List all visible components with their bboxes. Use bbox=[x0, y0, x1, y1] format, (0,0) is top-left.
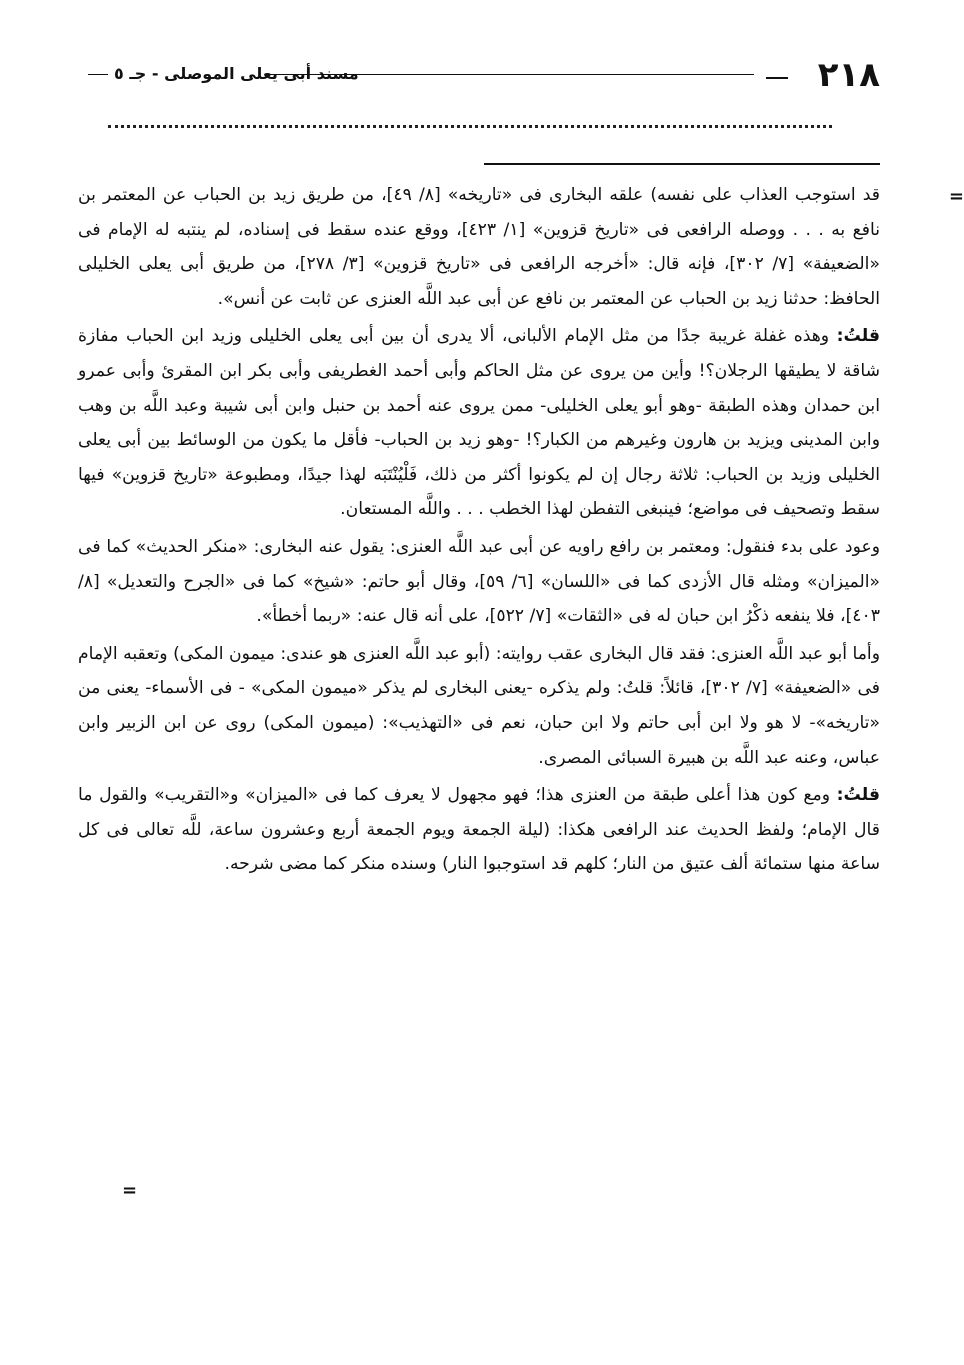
page-header bbox=[78, 55, 880, 99]
paragraph-lead: قلتُ: bbox=[836, 326, 880, 347]
footnote-text bbox=[78, 178, 880, 885]
paragraph bbox=[78, 178, 880, 316]
paragraph bbox=[78, 778, 880, 882]
continuation-start-mark: = bbox=[948, 186, 964, 207]
paragraph-lead: قلتُ: bbox=[836, 785, 880, 806]
continuation-end-mark: = bbox=[122, 1180, 138, 1201]
paragraph-text: وعود على بدء فنقول: ومعتمر بن رافع راويه عن أبى عبد اللَّه العنزى: يقول عنه البخارى: «منكر الحديث» كما فى «الميزان» ومثله قال الأزدى كما فى «اللسان» [٦/ ٥٩]، وقال أبو حاتم: «شيخ» كما فى «الجرح والتعديل» [٨/ ٤٠٣]، فلا ينفعه ذكْرُ ابن حبان له فى «الثقات» [٧/ ٥٢٢]، على أنه قال عنه: «ربما أخطأ». bbox=[78, 536, 880, 627]
running-title bbox=[88, 59, 359, 89]
header-dash bbox=[766, 77, 788, 79]
footnote-rule bbox=[484, 163, 880, 165]
paragraph bbox=[78, 319, 880, 527]
running-title-dash bbox=[88, 74, 108, 75]
page-number: ٢١٨ bbox=[817, 55, 880, 95]
paragraph bbox=[78, 530, 880, 634]
paragraph bbox=[78, 637, 880, 775]
running-title-text: مسند أبى يعلى الموصلى - جـ ٥ bbox=[114, 64, 359, 83]
dotted-separator bbox=[108, 125, 832, 128]
paragraph-text: وهذه غفلة غريبة جدًا من مثل الإمام الألبانى، ألا يدرى أن بين أبى يعلى الخليلى وزيد ابن الحباب مفازة شاقة لا يطيقها الرجلان؟! وأين من يروى عن مثل الحاكم وأبى أحمد الغطريفى وأبى بكر ابن المقرئ وأبى عمرو ابن حمدان وهذه الطبقة -وهو أبو يعلى الخليلى- ممن يروى عنه أحمد بن حنبل وابن أبى شيبة وعبد اللَّه بن وهب وابن المدينى ويزيد بن هارون وغيرهم من الكبار؟! -وهو زيد بن الحباب- فأقل ما يكون من الوسائط بين أبى يعلى الخليلى وزيد بن الحباب: ثلاثة رجال إن لم يكونوا أكثر من ذلك، فَلْيُنْتَبَه لهذا جيدًا، ومطبوعة «تاريخ قزوين» فيها سقط وتصحيف فى مواضع؛ فينبغى التفطن لهذا الخطب . . . واللَّه المستعان. bbox=[78, 326, 880, 520]
paragraph-text: وأما أبو عبد اللَّه العنزى: فقد قال البخارى عقب روايته: (أبو عبد اللَّه العنزى هو عندى: ميمون المكى) وتعقبه الإمام فى «الضعيفة» [٧/ ٣٠٢]، قائلاً: قلتُ: ولم يذكره -يعنى البخارى لم يذكر «ميمون المكى» - فى الأسماء- يعنى من «تاريخه»- لا هو ولا ابن أبى حاتم ولا ابن حبان، نعم فى «التهذيب»: (ميمون المكى) روى عن ابن الزبير وابن عباس، وعنه عبد اللَّه بن هبيرة السبائى المصرى. bbox=[78, 643, 880, 768]
paragraph-text: ومع كون هذا أعلى طبقة من العنزى هذا؛ فهو مجهول لا يعرف كما فى «الميزان» و«التقريب» والقول ما قال الإمام؛ ولفظ الحديث عند الرافعى هكذا: (ليلة الجمعة ويوم الجمعة أربع وعشرون ساعة، للَّه تعالى فى كل ساعة منها ستمائة ألف عتيق من النار؛ كلهم قد استوجبوا النار) وسنده منكر كما مضى شرحه. bbox=[78, 785, 880, 875]
paragraph-text: قد استوجب العذاب على نفسه) علقه البخارى فى «تاريخه» [٨/ ٤٩]، من طريق زيد بن الحباب عن المعتمر بن نافع به . . . ووصله الرافعى فى «تاريخ قزوين» [١/ ٤٢٣]، ووقع عنده سقط فى إسناده، لم ينتبه له الإمام فى «الضعيفة» [٧/ ٣٠٢]، فإنه قال: «أخرجه الرافعى فى «تاريخ قزوين» [٣/ ٢٧٨]، من طريق أبى يعلى الخليلى الحافظ: حدثنا زيد بن الحباب عن المعتمر بن نافع عن أبى عبد اللَّه العنزى عن ثابت عن أنس». bbox=[78, 185, 880, 309]
